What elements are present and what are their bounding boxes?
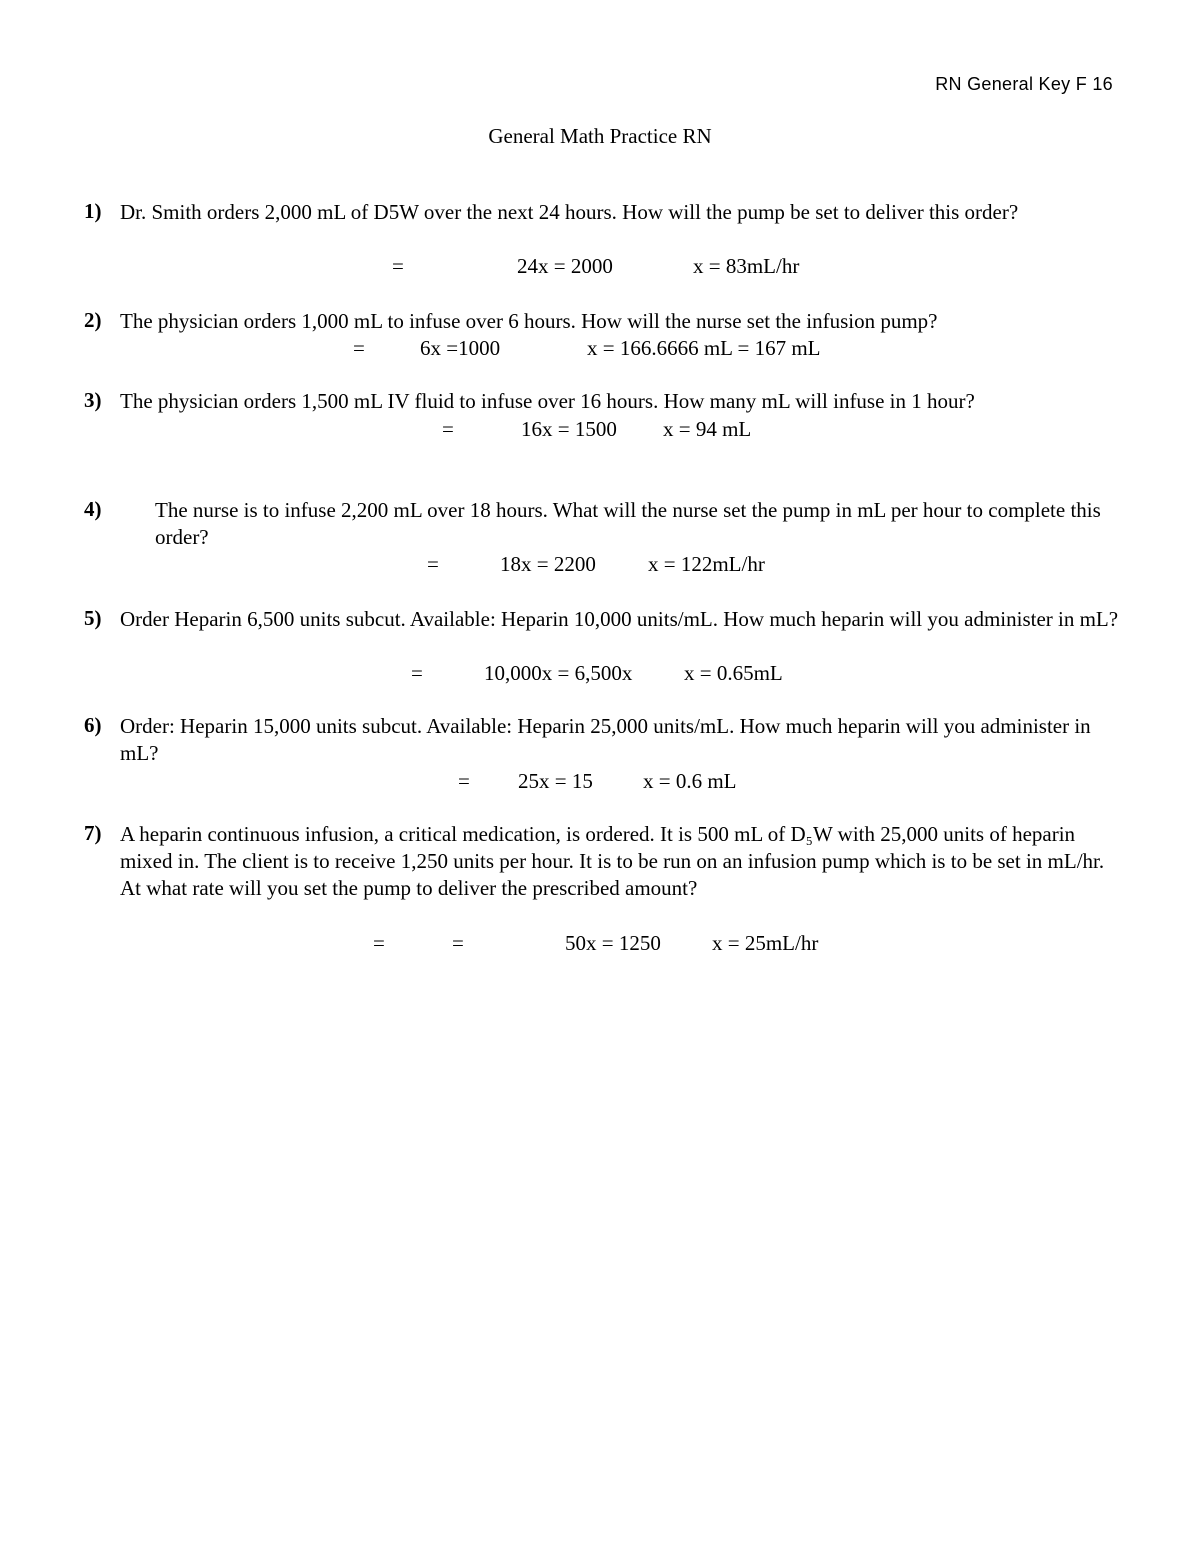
- question-text: The physician orders 1,500 mL IV fluid to infuse over 16 hours. How many mL will infuse in 1 hour?: [120, 389, 975, 413]
- answer-equation: 18x = 2200: [500, 552, 596, 576]
- answer-equation: 10,000x = 6,500x: [484, 661, 633, 685]
- page-title: General Math Practice RN: [488, 124, 712, 148]
- question-5: [84, 606, 1124, 633]
- question-4: [84, 497, 1124, 551]
- question-number: 6): [84, 713, 102, 737]
- answer-result: x = 83mL/hr: [693, 254, 800, 278]
- answer-equals: =: [373, 931, 385, 955]
- answer-equation: 25x = 15: [518, 769, 593, 793]
- answer-equals: =: [353, 336, 365, 360]
- question-number: 5): [84, 606, 102, 630]
- question-number: 1): [84, 199, 102, 223]
- question-6: [84, 713, 1124, 767]
- question-text: The physician orders 1,000 mL to infuse over 6 hours. How will the nurse set the infusion pump?: [120, 309, 938, 333]
- question-text: Dr. Smith orders 2,000 mL of D5W over the next 24 hours. How will the pump be set to deliver this order?: [120, 200, 1019, 224]
- answer-equals: =: [411, 661, 423, 685]
- answer-equation: 6x =1000: [420, 336, 501, 360]
- question-1: [84, 199, 1124, 226]
- answer-result: x = 25mL/hr: [712, 931, 819, 955]
- answer-result: x = 166.6666 mL = 167 mL: [587, 336, 821, 360]
- answer-equals: =: [458, 769, 470, 793]
- answer-result: x = 122mL/hr: [648, 552, 765, 576]
- answer-equation: 24x = 2000: [517, 254, 613, 278]
- answer-equation: 50x = 1250: [565, 931, 661, 955]
- question-number: 4): [84, 497, 102, 521]
- answer-result: x = 0.65mL: [684, 661, 783, 685]
- question-number: 7): [84, 821, 102, 845]
- answer-equals-2: =: [452, 931, 464, 955]
- answer-equation: 16x = 1500: [521, 417, 617, 441]
- question-number: 2): [84, 308, 102, 332]
- answer-result: x = 0.6 mL: [643, 769, 737, 793]
- question-text: Order Heparin 6,500 units subcut. Available: Heparin 10,000 units/mL. How much heparin will you administer in mL?: [120, 607, 1119, 631]
- question-text: Order: Heparin 15,000 units subcut. Available: Heparin 25,000 units/mL. How much heparin will you administer in mL?: [120, 714, 1091, 765]
- question-number: 3): [84, 388, 102, 412]
- answer-equals: =: [427, 552, 439, 576]
- question-text: A heparin continuous infusion, a critical medication, is ordered. It is 500 mL of D₅W with 25,000 units of heparin mixed in. The client is to receive 1,250 units per hour. It is to be run on an infusion pump which is to be set in mL/hr. At what rate will you set the pump to deliver the prescribed amount?: [120, 822, 1105, 900]
- question-7: [84, 821, 1124, 902]
- question-3: [84, 388, 1124, 415]
- answer-equals: =: [392, 254, 404, 278]
- question-2: [84, 308, 1124, 335]
- answer-equals: =: [442, 417, 454, 441]
- answer-result: x = 94 mL: [663, 417, 752, 441]
- header-key-label: RN General Key F 16: [935, 74, 1113, 94]
- question-text: The nurse is to infuse 2,200 mL over 18 hours. What will the nurse set the pump in mL per hour to complete this order?: [155, 498, 1101, 549]
